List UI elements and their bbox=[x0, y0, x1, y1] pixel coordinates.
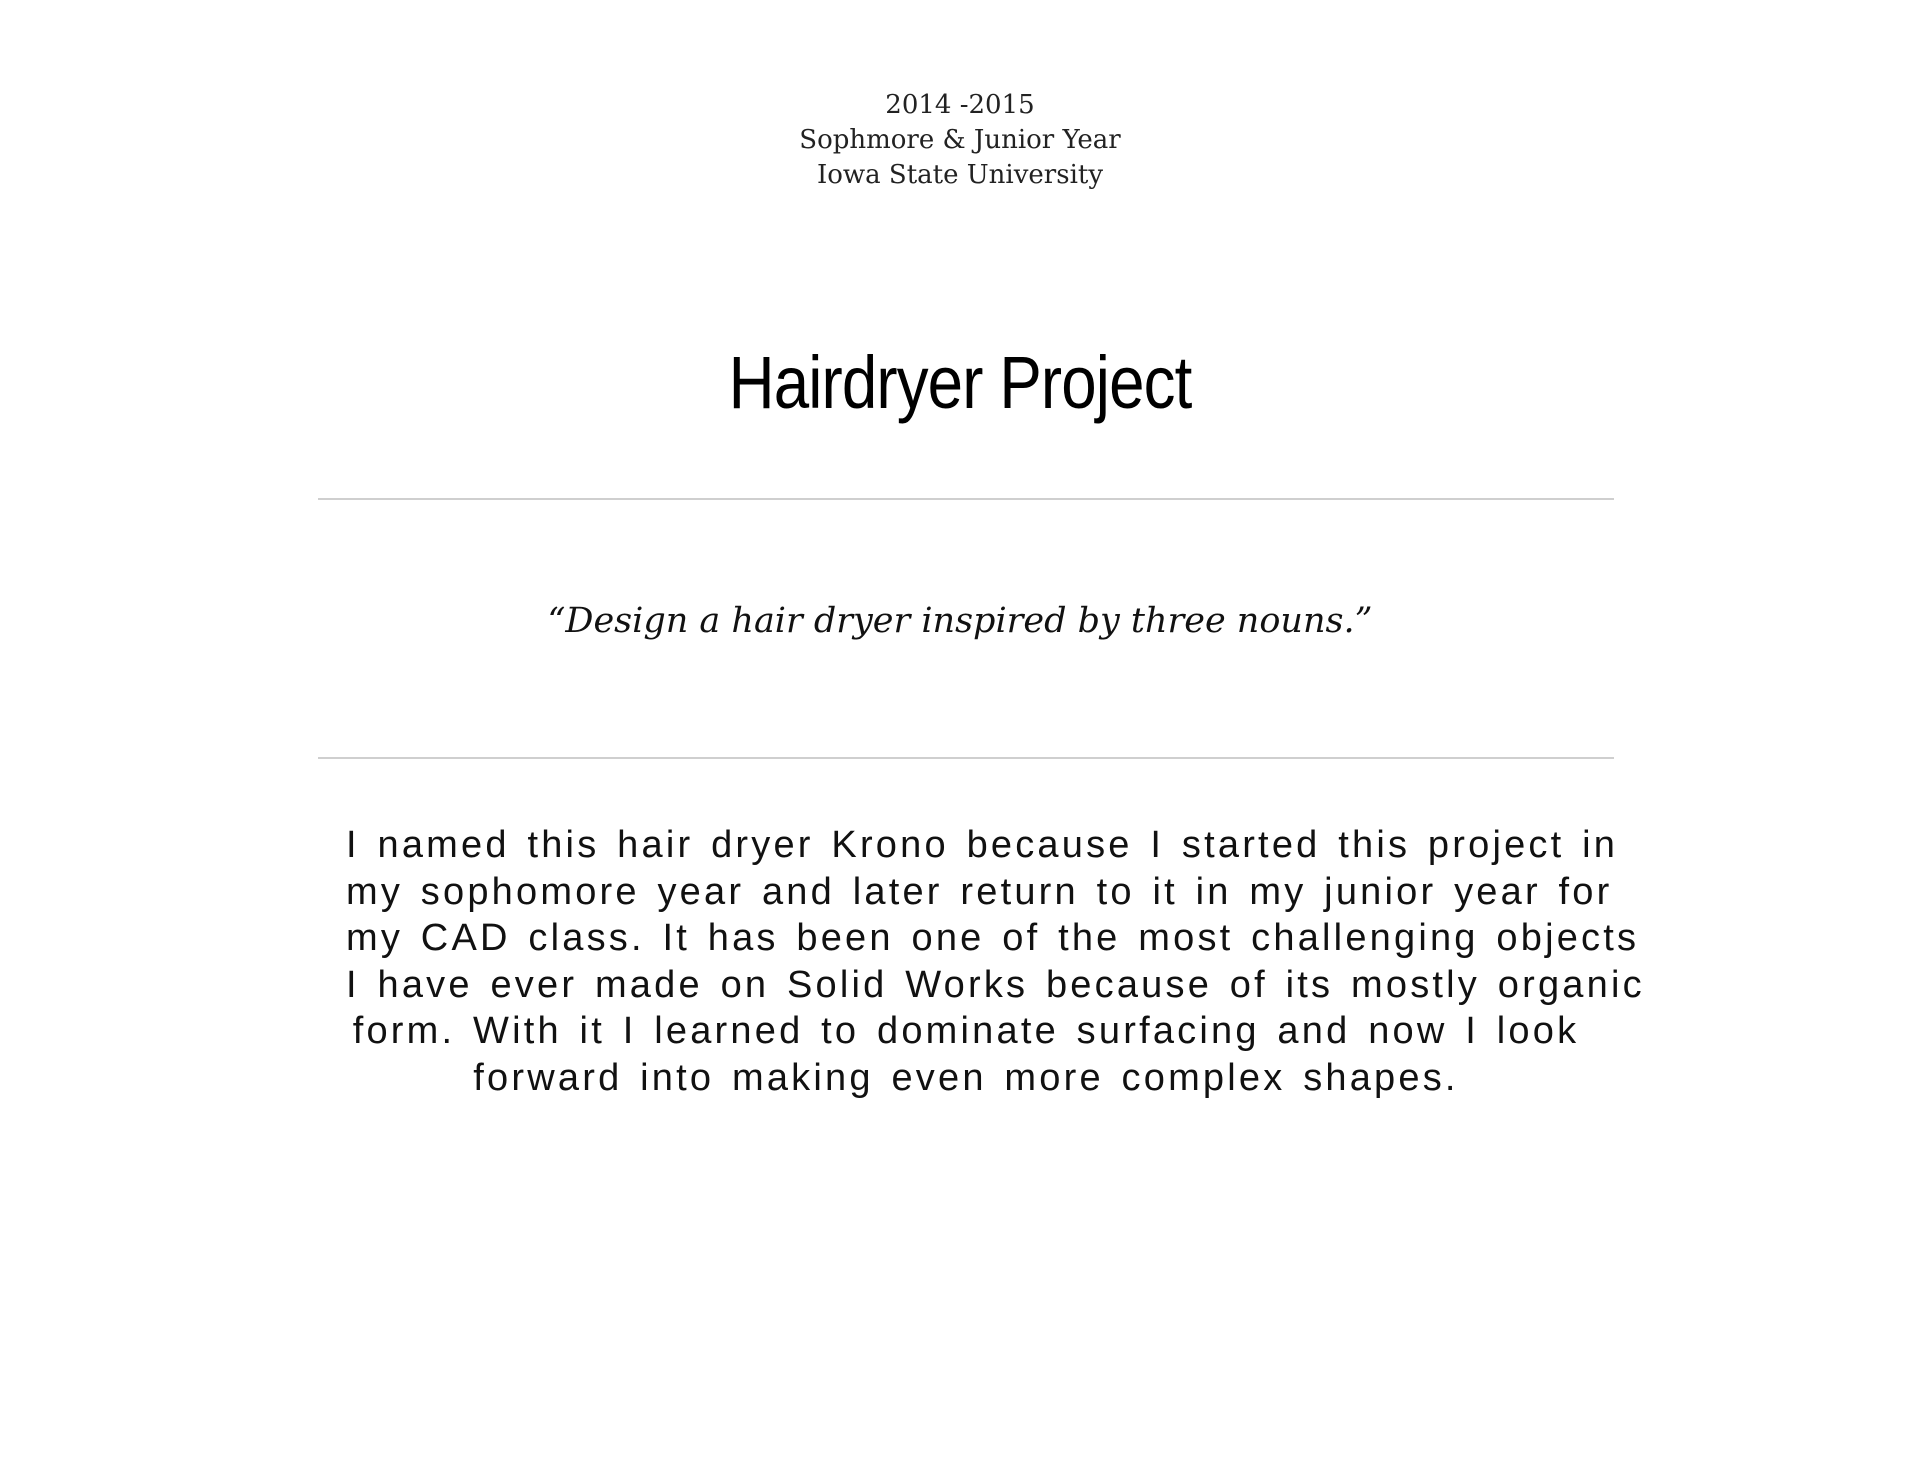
university-name: Iowa State University bbox=[816, 160, 1104, 190]
project-description bbox=[346, 822, 1645, 1101]
divider-top bbox=[318, 498, 1614, 500]
description-line: my sophomore year and later return to it in my junior year for bbox=[346, 870, 1613, 913]
project-prompt-quote: “Design a hair dryer inspired by three nouns.” bbox=[547, 601, 1373, 641]
year-range: 2014 -2015 bbox=[885, 90, 1035, 120]
header-block bbox=[0, 88, 1920, 193]
class-year: Sophmore & Junior Year bbox=[799, 125, 1121, 155]
description-line: form. With it I learned to dominate surfacing and now I look bbox=[352, 1010, 1580, 1052]
description-line: I named this hair dryer Krono because I started this project in bbox=[346, 824, 1619, 866]
description-line: forward into making even more complex shapes. bbox=[473, 1056, 1459, 1099]
description-line: my CAD class. It has been one of the most challenging objects bbox=[346, 917, 1640, 959]
divider-bottom bbox=[318, 757, 1614, 759]
page-title: Hairdryer Project bbox=[728, 341, 1192, 424]
description-line: I have ever made on Solid Works because of its mostly organic bbox=[346, 963, 1645, 1006]
